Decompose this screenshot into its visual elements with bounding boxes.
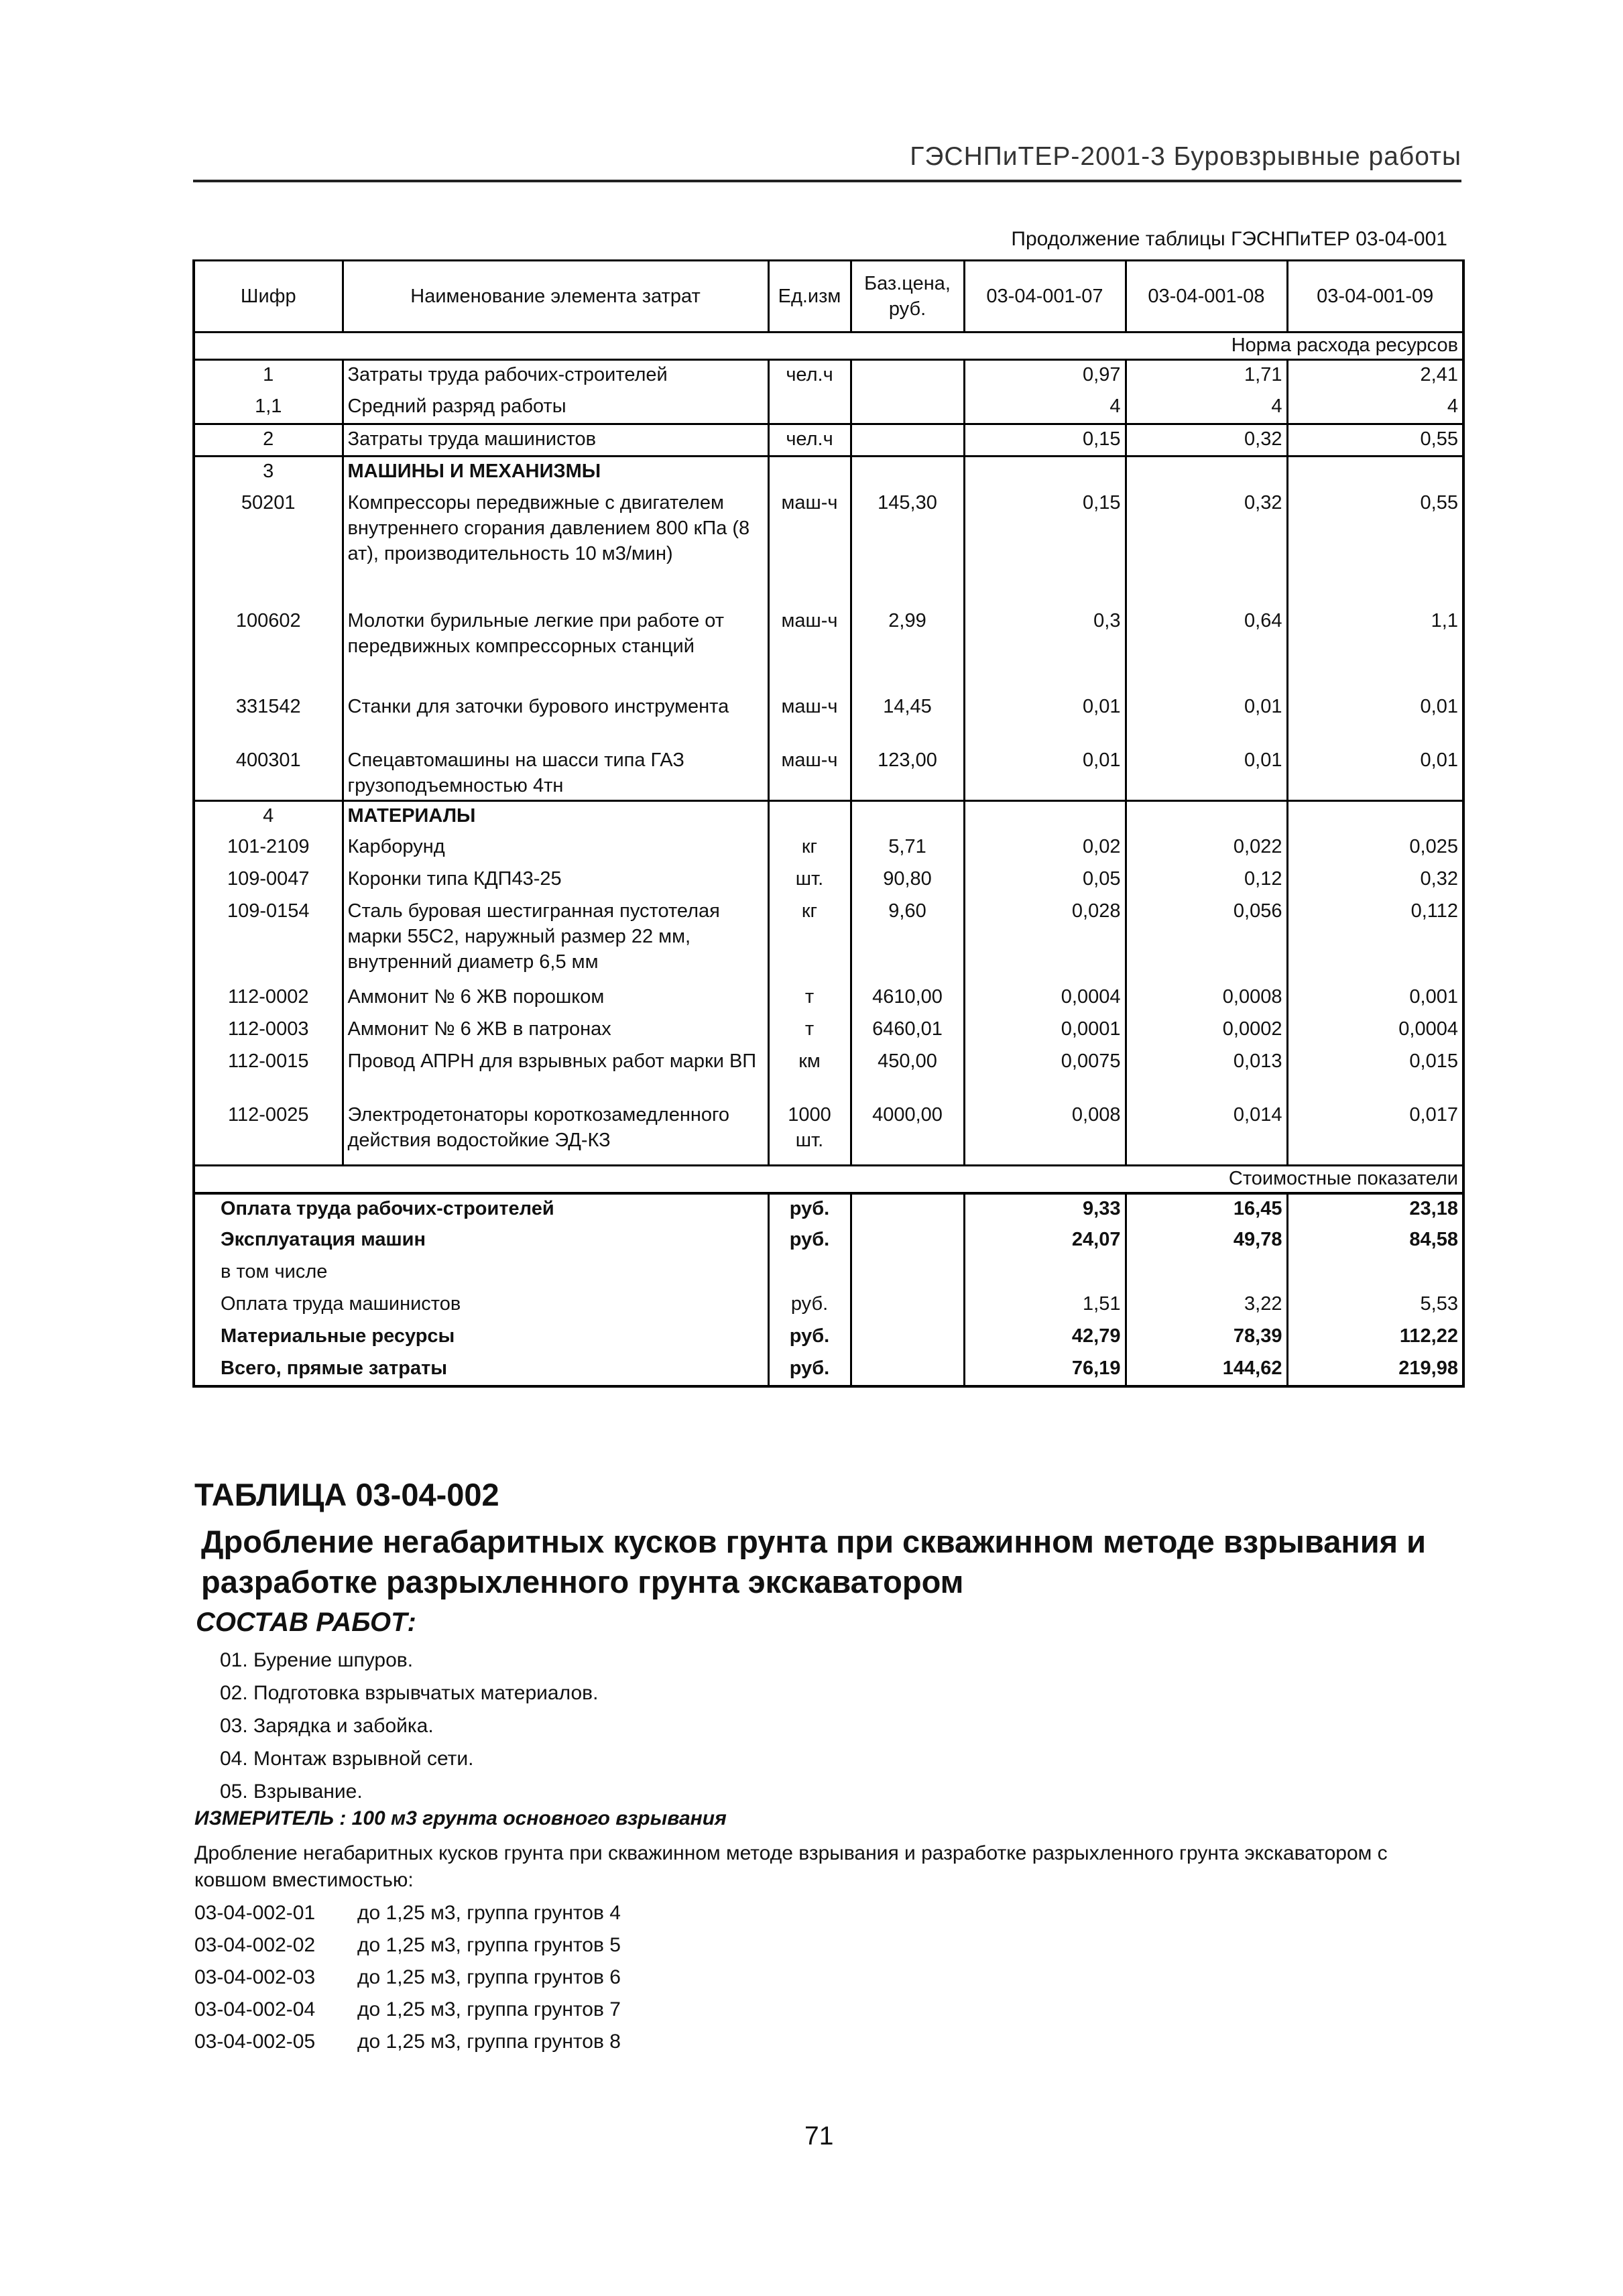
cost-value: 78,39: [1126, 1322, 1287, 1354]
variant-code: 03-04-002-04: [194, 1998, 316, 2020]
table-cell-v2: 0,022: [1126, 833, 1287, 865]
table-cell-unit: кг: [768, 897, 851, 983]
cost-name: в том числе: [194, 1258, 768, 1290]
table-cell-name: МАТЕРИАЛЫ: [343, 800, 768, 833]
table-cell-code: 1,1: [194, 392, 343, 424]
table-cell-code: 1: [194, 360, 343, 392]
table-cell-v3: 2,41: [1287, 360, 1463, 392]
cost-row: [194, 1225, 1463, 1258]
table-cell-code: 109-0047: [194, 865, 343, 897]
table-cell-unit: 1000 шт.: [768, 1101, 851, 1165]
table-cell-v1: 0,15: [964, 489, 1126, 607]
cost-value: 23,18: [1287, 1193, 1463, 1225]
column-header: 03-04-001-07: [964, 261, 1126, 333]
section-description: Дробление негабаритных кусков грунта при скважинном методе взрывания и разработке разрыхленного грунта экскаватором с ковшом вместимостью:: [194, 1842, 1388, 1891]
table-cell-v2: 0,01: [1126, 692, 1287, 746]
table-cell-v1: 0,0075: [964, 1047, 1126, 1101]
table-cell-v2: 0,056: [1126, 897, 1287, 983]
table-row: [194, 457, 1463, 489]
table-cell-v2: 0,12: [1126, 865, 1287, 897]
variant-code: 03-04-002-01: [194, 1902, 316, 1924]
table-cell-unit: [768, 457, 851, 489]
cost-row: [194, 1322, 1463, 1354]
variant-text: до 1,25 м3, группа грунтов 6: [357, 1966, 621, 1988]
table-cell-v1: 0,15: [964, 424, 1126, 457]
table-cell-price: 6460,01: [851, 1015, 964, 1047]
table-cell-v2: 0,0008: [1126, 983, 1287, 1015]
table-row: [194, 983, 1463, 1015]
table-continuation-label: Продолжение таблицы ГЭСНПиТЕР 03-04-001: [1011, 228, 1447, 250]
table-cell-price: [851, 392, 964, 424]
variant-row: [194, 1961, 621, 1994]
cost-value: [964, 1258, 1126, 1290]
table-cell-v1: [964, 457, 1126, 489]
table-cell-price: [851, 360, 964, 392]
operations-list: [220, 1644, 598, 1808]
table-cell-price: 5,71: [851, 833, 964, 865]
cost-value: 24,07: [964, 1225, 1126, 1258]
cost-row: [194, 1354, 1463, 1386]
table-cell-code: 331542: [194, 692, 343, 746]
table-cell-unit: маш-ч: [768, 746, 851, 801]
table-cell-v2: 0,32: [1126, 424, 1287, 457]
table-cell-v2: 0,014: [1126, 1101, 1287, 1165]
table-cell-v3: 4: [1287, 392, 1463, 424]
table-header-row: [194, 261, 1463, 333]
table-cell-v2: 4: [1126, 392, 1287, 424]
table-cell-v2: [1126, 800, 1287, 833]
table-cell-unit: т: [768, 983, 851, 1015]
table-cell-v3: 0,0004: [1287, 1015, 1463, 1047]
operation-item: 02. Подготовка взрывчатых материалов.: [220, 1682, 599, 1704]
cost-row: [194, 1290, 1463, 1322]
table-cell-v2: 0,013: [1126, 1047, 1287, 1101]
table-cell-name: Затраты труда рабочих-строителей: [343, 360, 768, 392]
table-cell-unit: т: [768, 1015, 851, 1047]
table-row: [194, 692, 1463, 746]
cost-name: Всего, прямые затраты: [194, 1354, 768, 1386]
column-header: Ед.изм: [768, 261, 851, 333]
table-cell-v1: 0,3: [964, 607, 1126, 692]
cost-value: 5,53: [1287, 1290, 1463, 1322]
column-header: Баз.цена, руб.: [851, 261, 964, 333]
cost-value: [1126, 1258, 1287, 1290]
table-cell-v3: 0,01: [1287, 692, 1463, 746]
table-cell-unit: км: [768, 1047, 851, 1101]
table-cell-price: 90,80: [851, 865, 964, 897]
table-cell-name: Компрессоры передвижные с двигателем внутреннего сгорания давлением 800 кПа (8 ат), производительность 10 м3/мин): [343, 489, 768, 607]
table-cell-name: Сталь буровая шестигранная пустотелая марки 55С2, наружный размер 22 мм, внутренний диаметр 6,5 мм: [343, 897, 768, 983]
table-cell-price: 4610,00: [851, 983, 964, 1015]
cost-price-empty: [851, 1354, 964, 1386]
variant-row: [194, 1897, 621, 1929]
column-header: Наименование элемента затрат: [343, 261, 768, 333]
variant-text: до 1,25 м3, группа грунтов 5: [357, 1934, 621, 1956]
variants-list: [194, 1897, 621, 2058]
table-cell-code: 4: [194, 800, 343, 833]
table-cell-price: 450,00: [851, 1047, 964, 1101]
operation-item: 01. Бурение шпуров.: [220, 1649, 414, 1671]
table-cell-price: 145,30: [851, 489, 964, 607]
table-cell-price: [851, 424, 964, 457]
table-cell-unit: чел.ч: [768, 360, 851, 392]
cost-name: Эксплуатация машин: [194, 1225, 768, 1258]
table-row: [194, 392, 1463, 424]
table-cell-name: МАШИНЫ И МЕХАНИЗМЫ: [343, 457, 768, 489]
variant-code: 03-04-002-05: [194, 2031, 316, 2053]
operation-item: 03. Зарядка и забойка.: [220, 1715, 434, 1737]
table-cell-v3: 0,017: [1287, 1101, 1463, 1165]
table-cell-name: Коронки типа КДП43-25: [343, 865, 768, 897]
operation-item: 05. Взрывание.: [220, 1780, 363, 1803]
table-cell-code: 100602: [194, 607, 343, 692]
table-cell-v1: 0,02: [964, 833, 1126, 865]
table-cell-code: 112-0015: [194, 1047, 343, 1101]
variant-text: до 1,25 м3, группа грунтов 4: [357, 1902, 621, 1924]
variant-row: [194, 1929, 621, 1961]
cost-value: 3,22: [1126, 1290, 1287, 1322]
cost-unit: руб.: [768, 1193, 851, 1225]
table-cell-v3: 1,1: [1287, 607, 1463, 692]
table-cell-code: 3: [194, 457, 343, 489]
cost-value: 84,58: [1287, 1225, 1463, 1258]
table-cell-price: 9,60: [851, 897, 964, 983]
page-header: ГЭСНПиТЕР-2001-3 Буровзрывные работы: [193, 142, 1461, 182]
table-row: [194, 424, 1463, 457]
section-subtitle: Дробление негабаритных кусков грунта при скважинном методе взрывания и разработке разрыхленного грунта экскаватором: [201, 1524, 1426, 1599]
table-cell-code: 50201: [194, 489, 343, 607]
table-row: [194, 1047, 1463, 1101]
table-cell-price: [851, 457, 964, 489]
table-cell-unit: маш-ч: [768, 692, 851, 746]
table-cell-v3: 0,112: [1287, 897, 1463, 983]
table-cell-v2: 0,0002: [1126, 1015, 1287, 1047]
cost-value: 42,79: [964, 1322, 1126, 1354]
column-header: Шифр: [194, 261, 343, 333]
table-row: [194, 865, 1463, 897]
variant-code: 03-04-002-02: [194, 1934, 316, 1956]
table-cell-v3: 0,015: [1287, 1047, 1463, 1101]
cost-value: 112,22: [1287, 1322, 1463, 1354]
norm-label: Норма расхода ресурсов: [194, 333, 1463, 360]
cost-row: [194, 1258, 1463, 1290]
table-row: [194, 1015, 1463, 1047]
table-row: [194, 1101, 1463, 1165]
table-cell-price: [851, 800, 964, 833]
cost-value: 9,33: [964, 1193, 1126, 1225]
resources-table: [192, 259, 1465, 1388]
cost-price-empty: [851, 1322, 964, 1354]
cost-price-empty: [851, 1193, 964, 1225]
table-cell-v3: 0,025: [1287, 833, 1463, 865]
table-row: [194, 746, 1463, 801]
table-cell-v2: [1126, 457, 1287, 489]
cost-value: 16,45: [1126, 1193, 1287, 1225]
variant-code: 03-04-002-03: [194, 1966, 316, 1988]
table-cell-v1: 4: [964, 392, 1126, 424]
section-title: ТАБЛИЦА 03-04-002: [194, 1477, 499, 1512]
cost-value: 1,51: [964, 1290, 1126, 1322]
table-cell-name: Электродетонаторы короткозамедленного действия водостойкие ЭД-КЗ: [343, 1101, 768, 1165]
table-cell-v3: 0,001: [1287, 983, 1463, 1015]
table-cell-unit: [768, 800, 851, 833]
table-row: [194, 489, 1463, 607]
table-cell-v3: 0,55: [1287, 489, 1463, 607]
table-row: [194, 607, 1463, 692]
table-cell-code: 2: [194, 424, 343, 457]
table-cell-unit: чел.ч: [768, 424, 851, 457]
operation-item: 04. Монтаж взрывной сети.: [220, 1748, 474, 1770]
table-cell-name: Станки для заточки бурового инструмента: [343, 692, 768, 746]
table-cell-name: Затраты труда машинистов: [343, 424, 768, 457]
cost-price-empty: [851, 1258, 964, 1290]
cost-value: 76,19: [964, 1354, 1126, 1386]
table-cell-v1: 0,0004: [964, 983, 1126, 1015]
cost-name: Оплата труда машинистов: [194, 1290, 768, 1322]
table-cell-unit: шт.: [768, 865, 851, 897]
table-cell-name: Спецавтомашины на шасси типа ГАЗ грузоподъемностью 4тн: [343, 746, 768, 801]
cost-name: Оплата труда рабочих-строителей: [194, 1193, 768, 1225]
table-cell-code: 112-0003: [194, 1015, 343, 1047]
table-cell-v2: 0,01: [1126, 746, 1287, 801]
table-cell-v3: 0,55: [1287, 424, 1463, 457]
column-header: 03-04-001-08: [1126, 261, 1287, 333]
table-cell-v2: 0,64: [1126, 607, 1287, 692]
table-cell-code: 109-0154: [194, 897, 343, 983]
cost-unit: руб.: [768, 1290, 851, 1322]
table-cell-name: Аммонит № 6 ЖВ в патронах: [343, 1015, 768, 1047]
table-cell-v1: 0,05: [964, 865, 1126, 897]
table-cell-code: 112-0025: [194, 1101, 343, 1165]
cost-price-empty: [851, 1290, 964, 1322]
cost-label-row: [194, 1165, 1463, 1193]
variant-row: [194, 2026, 621, 2058]
table-cell-v3: 0,32: [1287, 865, 1463, 897]
table-cell-v1: 0,01: [964, 692, 1126, 746]
table-cell-v1: [964, 800, 1126, 833]
table-cell-price: 14,45: [851, 692, 964, 746]
cost-value: 219,98: [1287, 1354, 1463, 1386]
table-cell-price: 2,99: [851, 607, 964, 692]
cost-value: [1287, 1258, 1463, 1290]
table-cell-price: 4000,00: [851, 1101, 964, 1165]
table-cell-unit: маш-ч: [768, 607, 851, 692]
cost-value: 49,78: [1126, 1225, 1287, 1258]
table-row: [194, 833, 1463, 865]
table-row: [194, 897, 1463, 983]
table-cell-code: 101-2109: [194, 833, 343, 865]
table-cell-v1: 0,008: [964, 1101, 1126, 1165]
table-cell-v2: 1,71: [1126, 360, 1287, 392]
variant-row: [194, 1994, 621, 2026]
cost-row: [194, 1193, 1463, 1225]
variant-text: до 1,25 м3, группа грунтов 7: [357, 1998, 621, 2020]
norm-label-row: [194, 333, 1463, 360]
cost-unit: [768, 1258, 851, 1290]
table-cell-price: 123,00: [851, 746, 964, 801]
cost-label: Стоимостные показатели: [194, 1165, 1463, 1193]
table-cell-v1: 0,028: [964, 897, 1126, 983]
table-cell-v1: 0,97: [964, 360, 1126, 392]
table-cell-code: 400301: [194, 746, 343, 801]
table-cell-name: Молотки бурильные легкие при работе от передвижных компрессорных станций: [343, 607, 768, 692]
table-row: [194, 800, 1463, 833]
table-cell-code: 112-0002: [194, 983, 343, 1015]
cost-unit: руб.: [768, 1322, 851, 1354]
table-row: [194, 360, 1463, 392]
table-cell-unit: кг: [768, 833, 851, 865]
table-cell-v3: [1287, 457, 1463, 489]
cost-value: 144,62: [1126, 1354, 1287, 1386]
table-cell-unit: [768, 392, 851, 424]
table-cell-name: Аммонит № 6 ЖВ порошком: [343, 983, 768, 1015]
measure-unit: ИЗМЕРИТЕЛЬ : 100 м3 грунта основного взрывания: [194, 1807, 727, 1829]
cost-unit: руб.: [768, 1354, 851, 1386]
cost-price-empty: [851, 1225, 964, 1258]
table-cell-v3: 0,01: [1287, 746, 1463, 801]
cost-unit: руб.: [768, 1225, 851, 1258]
work-composition-heading: СОСТАВ РАБОТ:: [196, 1608, 416, 1637]
variant-text: до 1,25 м3, группа грунтов 8: [357, 2031, 621, 2053]
page-number: 71: [804, 2122, 834, 2151]
column-header: 03-04-001-09: [1287, 261, 1463, 333]
table-cell-unit: маш-ч: [768, 489, 851, 607]
table-cell-v3: [1287, 800, 1463, 833]
table-cell-name: Провод АПРН для взрывных работ марки ВП: [343, 1047, 768, 1101]
cost-name: Материальные ресурсы: [194, 1322, 768, 1354]
table-cell-name: Карборунд: [343, 833, 768, 865]
table-cell-v2: 0,32: [1126, 489, 1287, 607]
table-cell-name: Средний разряд работы: [343, 392, 768, 424]
table-cell-v1: 0,01: [964, 746, 1126, 801]
table-cell-v1: 0,0001: [964, 1015, 1126, 1047]
